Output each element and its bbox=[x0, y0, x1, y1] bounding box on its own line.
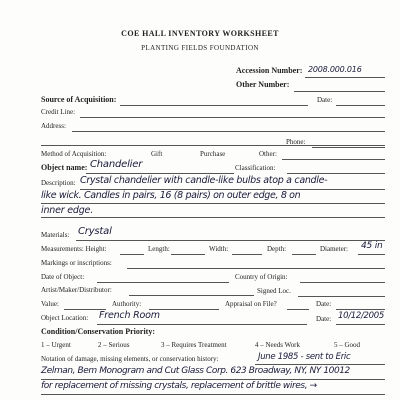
object-location-value[interactable]: French Room bbox=[99, 310, 160, 321]
width-line[interactable] bbox=[232, 254, 262, 255]
description-line-3 bbox=[41, 217, 385, 218]
materials-line bbox=[76, 240, 385, 241]
condition-priority-title: Condition/Conservation Priority: bbox=[41, 327, 155, 336]
diameter-value[interactable]: 45 in bbox=[361, 241, 383, 251]
description-text-line-3[interactable]: inner edge. bbox=[41, 205, 94, 216]
length-label: Length: bbox=[148, 245, 170, 253]
classification-label: Classification: bbox=[235, 164, 276, 172]
foundation-name: PLANTING FIELDS FOUNDATION bbox=[141, 44, 259, 52]
length-line[interactable] bbox=[171, 254, 205, 255]
condition-level-2[interactable]: 2 – Serious bbox=[98, 341, 130, 349]
credit-line-label: Credit Line: bbox=[41, 108, 76, 116]
accession-number-label: Accession Number: bbox=[236, 66, 303, 75]
appraisal-date-line[interactable] bbox=[336, 309, 385, 310]
country-of-origin-line[interactable] bbox=[300, 282, 385, 283]
appraisal-label: Appraisal on File? bbox=[225, 300, 277, 308]
materials-value[interactable]: Crystal bbox=[78, 226, 112, 237]
method-other-label: Other: bbox=[259, 150, 277, 158]
artist-maker-line[interactable] bbox=[129, 295, 254, 296]
width-label: Width: bbox=[209, 245, 229, 253]
object-location-label: Object Location: bbox=[41, 314, 89, 322]
country-of-origin-label: Country of Origin: bbox=[235, 273, 288, 281]
location-date-label: Date: bbox=[316, 315, 332, 323]
object-location-line bbox=[97, 324, 307, 325]
other-number-label: Other Number: bbox=[236, 80, 290, 89]
date-of-object-line[interactable] bbox=[97, 282, 229, 283]
notation-label: Notation of damage, missing elements, or conservation history: bbox=[41, 355, 219, 363]
markings-label: Markings or inscriptions: bbox=[41, 259, 112, 267]
source-date-line[interactable] bbox=[336, 105, 385, 106]
authority-label: Authority: bbox=[112, 300, 142, 308]
condition-level-4[interactable]: 4 – Needs Work bbox=[255, 341, 300, 349]
phone-line[interactable] bbox=[312, 147, 385, 148]
markings-line[interactable] bbox=[127, 268, 385, 269]
location-date-line bbox=[336, 324, 385, 325]
accession-number-line bbox=[305, 77, 385, 78]
address-label: Address: bbox=[41, 122, 66, 130]
condition-level-3[interactable]: 3 – Requires Treatment bbox=[161, 341, 227, 349]
object-name-value[interactable]: Chandelier bbox=[90, 159, 143, 170]
notation-line-3 bbox=[41, 394, 385, 395]
worksheet-title: COE HALL INVENTORY WORKSHEET bbox=[121, 29, 279, 38]
signed-loc-label: Signed Loc. bbox=[257, 287, 291, 295]
value-label: Value: bbox=[41, 300, 59, 308]
method-option-gift[interactable]: Gift bbox=[151, 150, 163, 158]
date-of-object-label: Date of Object: bbox=[41, 273, 85, 281]
address-line-1[interactable] bbox=[72, 131, 385, 132]
artist-maker-label: Artist/Maker/Distributor: bbox=[41, 286, 112, 294]
source-date-label: Date: bbox=[317, 96, 333, 104]
signed-loc-line[interactable] bbox=[298, 296, 385, 297]
location-date-value[interactable]: 10/12/2005 bbox=[338, 311, 384, 321]
description-text-line-1[interactable]: Crystal chandelier with candle-like bulbs atop a candle- bbox=[80, 175, 328, 186]
phone-label: Phone: bbox=[286, 138, 306, 146]
method-option-purchase[interactable]: Purchase bbox=[200, 150, 226, 158]
object-name-line bbox=[86, 173, 234, 174]
condition-level-5[interactable]: 5 – Good bbox=[334, 341, 361, 349]
source-of-acquisition-line[interactable] bbox=[120, 105, 308, 106]
source-of-acquisition-label: Source of Acquisition: bbox=[41, 95, 117, 104]
accession-number-value[interactable]: 2008.000.016 bbox=[308, 65, 362, 74]
appraisal-line[interactable] bbox=[287, 309, 309, 310]
condition-level-1[interactable]: 1 – Urgent bbox=[41, 341, 71, 349]
classification-line[interactable] bbox=[287, 173, 385, 174]
description-label: Description: bbox=[41, 179, 76, 187]
description-text-line-2[interactable]: like wick. Candles in pairs, 16 (8 pairs) on outer edge, 8 on bbox=[41, 190, 301, 201]
measurements-label: Measurements: Height: bbox=[41, 245, 107, 253]
materials-label: Materials: bbox=[41, 231, 70, 239]
notation-text-line-2[interactable]: Zelman, Bem Monogram and Cut Glass Corp. 623 Broadway, NY, NY 10012 bbox=[41, 366, 350, 376]
other-number-line[interactable] bbox=[294, 91, 385, 92]
diameter-line bbox=[358, 254, 385, 255]
depth-label: Depth: bbox=[267, 245, 287, 253]
diameter-label: Diameter: bbox=[320, 245, 348, 253]
appraisal-date-label: Date: bbox=[316, 300, 332, 308]
object-name-label: Object name: bbox=[41, 163, 88, 172]
address-line-2[interactable] bbox=[41, 145, 385, 146]
notation-text-line-3[interactable]: for replacement of missing crystals, replacement of brittle wires, → bbox=[41, 381, 317, 391]
notation-line-1 bbox=[255, 364, 385, 365]
method-of-acquisition-label: Method of Acquisition: bbox=[41, 150, 107, 158]
notation-line-2 bbox=[41, 379, 385, 380]
notation-text-line-1[interactable]: June 1985 - sent to Eric bbox=[258, 352, 351, 362]
method-other-line[interactable] bbox=[282, 159, 385, 160]
description-line-2 bbox=[41, 203, 385, 204]
height-line[interactable] bbox=[120, 254, 144, 255]
credit-line-line[interactable] bbox=[80, 117, 385, 118]
depth-line[interactable] bbox=[292, 254, 316, 255]
